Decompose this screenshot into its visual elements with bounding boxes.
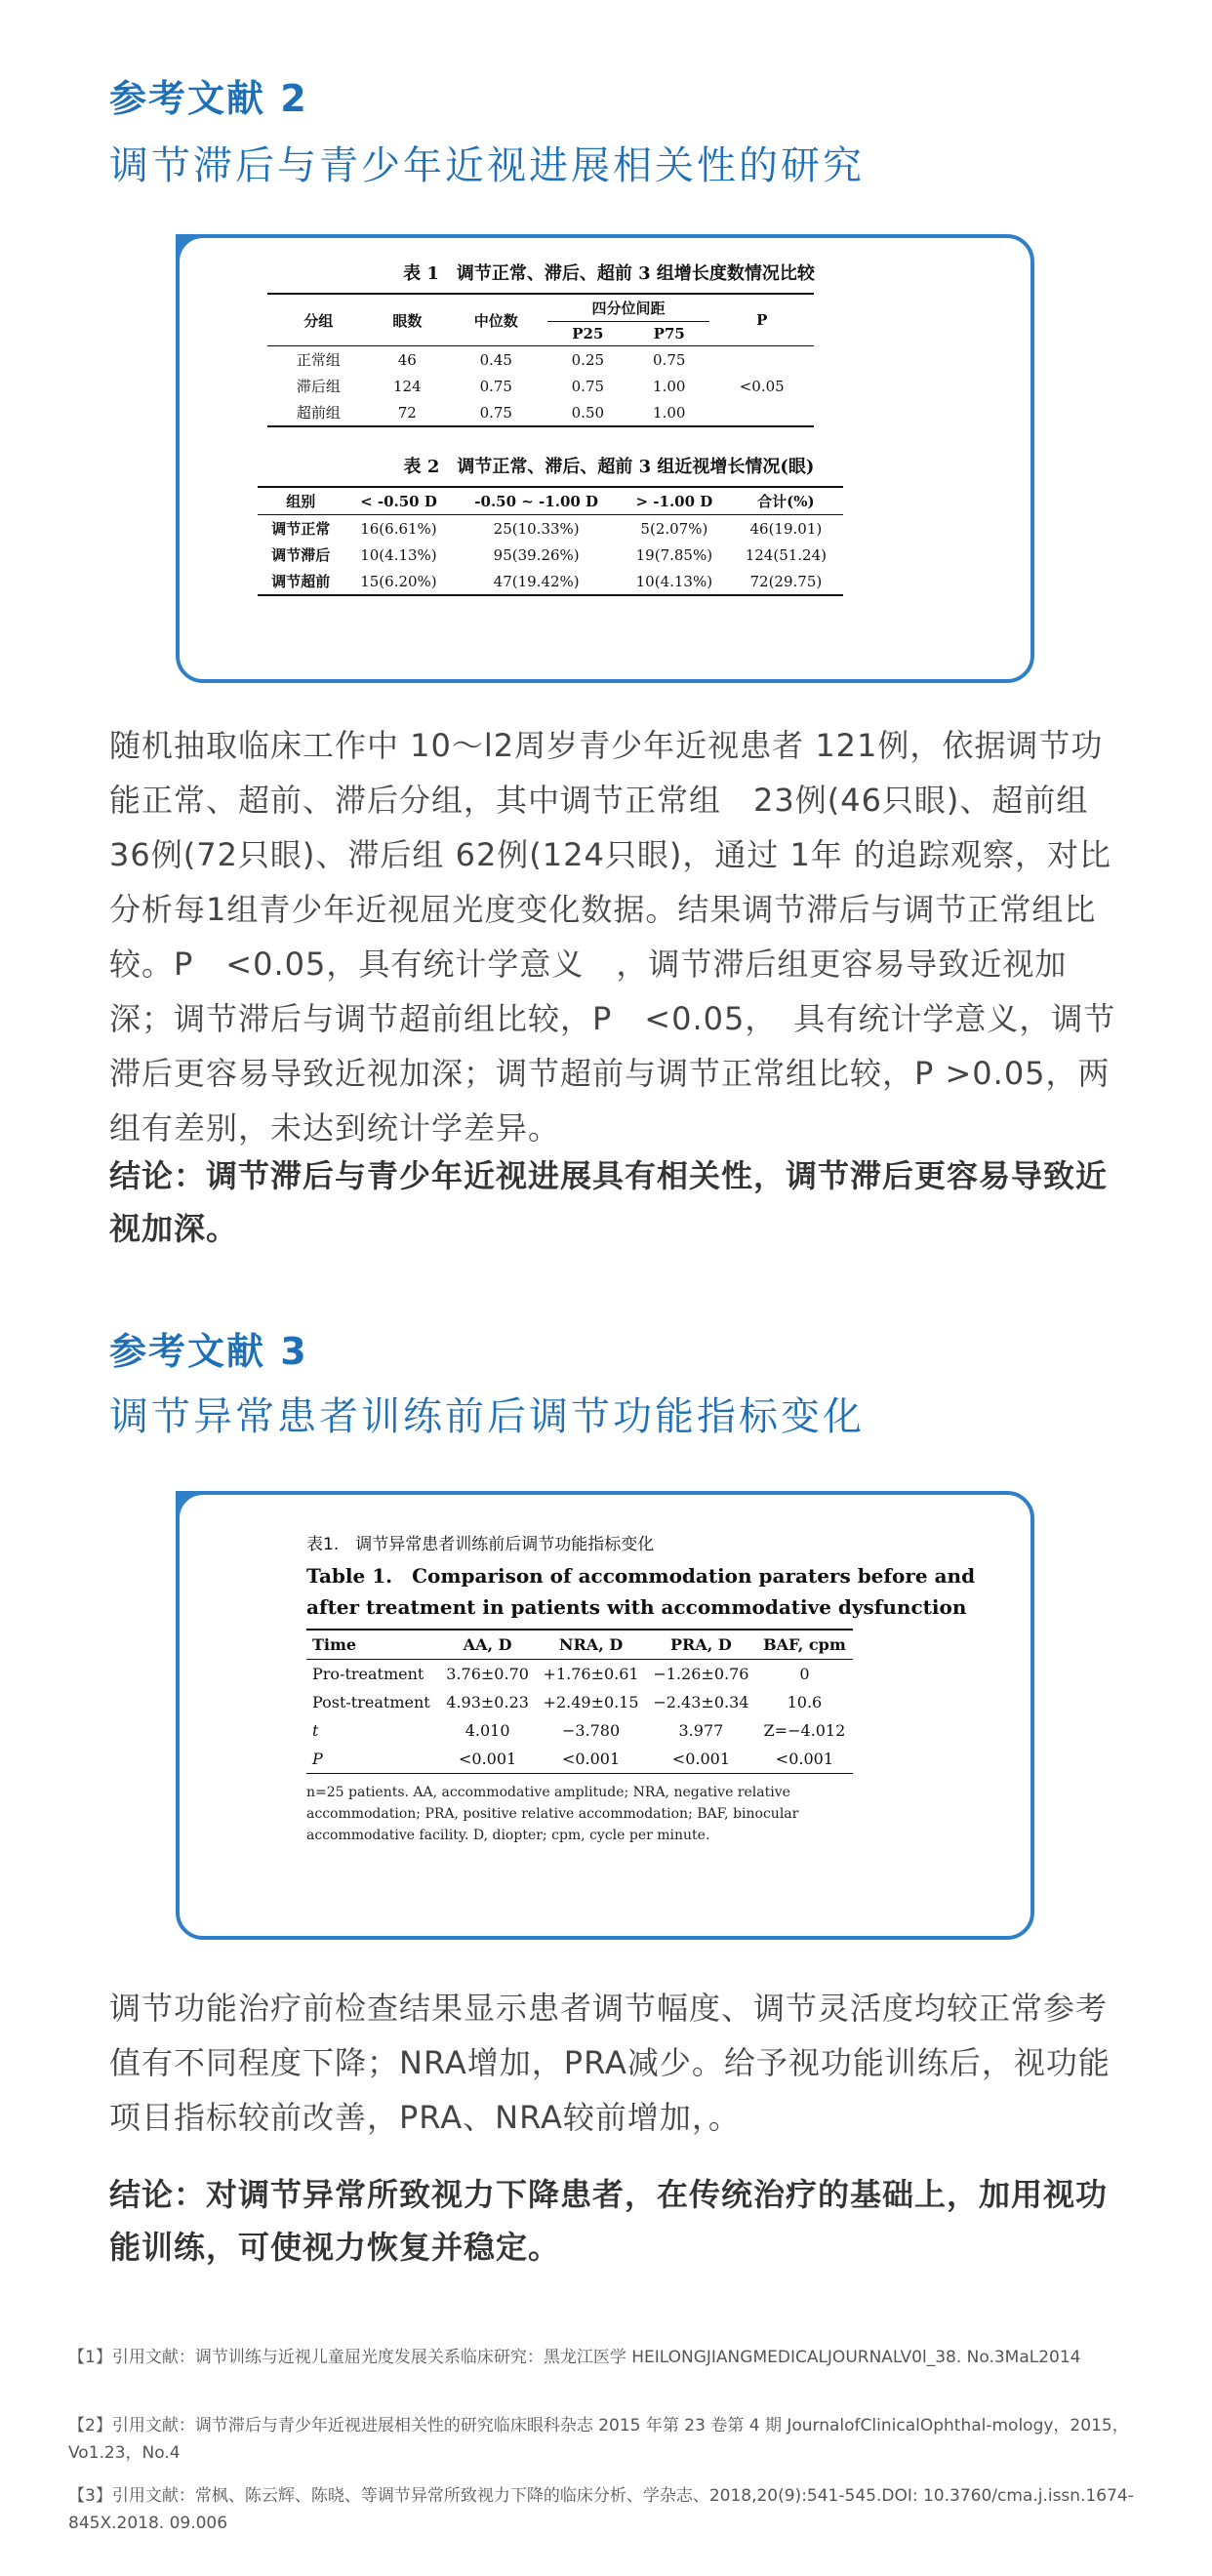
cell: 0.50 [571, 403, 605, 422]
cell: 10(4.13%) [635, 572, 713, 590]
reference-1: 【1】引用文献：调节训练与近视儿童屈光度发展关系临床研究：黑龙江医学 HEILONGJIANGMEDICALJOURNALV0l_38. No.3MaL2014 [68, 2348, 1081, 2367]
table3-caption-cn: 表1. 调节异常患者训练前后调节功能指标变化 [306, 1535, 655, 1554]
cell: 46 [397, 350, 417, 369]
cell: Z=−4.012 [763, 1721, 846, 1740]
cell: −1.26±0.76 [653, 1665, 749, 1683]
cell: 4.93±0.23 [446, 1693, 529, 1711]
cell: <0.001 [671, 1750, 731, 1768]
table1-caption: 表 1 调节正常、滞后、超前 3 组增长度数情况比较 [403, 263, 815, 284]
table2-header: 组别 [286, 493, 316, 510]
table-row [267, 373, 814, 399]
table-row [306, 1716, 853, 1745]
cell: 滞后组 [296, 378, 341, 395]
cell: 0.75 [479, 377, 512, 395]
cell: 10.6 [787, 1693, 823, 1711]
section2-paragraph: 随机抽取临床工作中 10～l2周岁青少年近视患者 121例，依据调节功能正常、超前、滞后分组，其中调节正常组 23例(46只眼)、超前组 36例(72只眼)、滞后组 62例(124只眼)，通过 1年 的追踪观察，对比分析每1组青少年近视屈光度变化数据。结果调节滞后与调节正常组比较。P <0.05，具有统计学意义 ，调节滞后组更容易导致近视加深；调节滞后与调节超前组比较，P <0.05， 具有统计学意义，调节滞后更容易导致近视加深；调节超前与调节正常组比较，P >0.05，两组有差别，未达到统计学差异。 [109, 727, 1121, 1147]
table3-header: PRA, D [670, 1635, 732, 1654]
table-row [267, 399, 814, 426]
table2-header: -0.50 ~ -1.00 D [474, 492, 599, 510]
cell: 72(29.75) [749, 572, 823, 590]
section3-title: 调节异常患者训练前后调节功能指标变化 [109, 1394, 865, 1439]
cell: <0.001 [458, 1750, 517, 1768]
cell: 19(7.85%) [635, 545, 713, 564]
cell: 10(4.13%) [360, 545, 437, 564]
cell [709, 399, 814, 426]
table1-header: 分组 [303, 311, 334, 330]
section3-paragraph: 调节功能治疗前检查结果显示患者调节幅度、调节灵活度均较正常参考值有不同程度下降；NRA增加，PRA减少。给予视功能训练后，视功能项目指标较前改善，PRA、NRA较前增加，。 [109, 1990, 1111, 2136]
cell [709, 346, 814, 374]
table-card-2 [176, 234, 1034, 683]
table3-header: Time [312, 1635, 357, 1654]
cell: 正常组 [296, 351, 341, 369]
table-row [306, 1745, 853, 1774]
cell: Post-treatment [312, 1693, 430, 1711]
section2-conclusion: 结论：调节滞后与青少年近视进展具有相关性，调节滞后更容易导致近视加深。 [109, 1157, 1109, 1247]
cell: 16(6.61%) [360, 519, 437, 538]
cell: 调节超前 [271, 573, 331, 590]
cell: 超前组 [296, 404, 341, 422]
cell: <0.001 [775, 1750, 834, 1768]
table2-header: > -1.00 D [635, 492, 713, 510]
cell: Pro-treatment [312, 1665, 424, 1683]
cell: 15(6.20%) [360, 572, 437, 590]
cell: t [312, 1721, 319, 1740]
cell: 0.75 [653, 350, 686, 369]
table1-header: P [756, 311, 768, 329]
table-row [258, 568, 843, 595]
table1-header: P25 [572, 325, 604, 342]
table-card-3 [176, 1491, 1034, 1940]
table-row [267, 346, 814, 374]
cell: 0.75 [479, 403, 512, 422]
cell: 124(51.24) [745, 545, 827, 564]
cell: 0.75 [571, 377, 605, 395]
cell: 0.45 [479, 350, 512, 369]
table-row [258, 515, 843, 543]
table2-header: 合计(%) [757, 493, 815, 510]
table3-header: NRA, D [558, 1635, 624, 1654]
cell: 47(19.42%) [493, 572, 580, 590]
table3-caption-en: Table 1. Comparison of accommodation paraters before and after treatment in patients with accommodative dysfunction [306, 1564, 976, 1619]
section3-conclusion: 结论：对调节异常所致视力下降患者，在传统治疗的基础上，加用视功能训练，可使视力恢复并稳定。 [109, 2176, 1109, 2266]
table1 [267, 293, 814, 427]
table-row [306, 1660, 853, 1689]
section2-label: 参考文献 2 [109, 77, 308, 120]
cell: −3.780 [561, 1721, 621, 1740]
section3-label: 参考文献 3 [109, 1330, 308, 1373]
cell: 1.00 [653, 377, 686, 395]
reference-2: 【2】引用文献：调节滞后与青少年近视进展相关性的研究临床眼科杂志 2015 年第 23 卷第 4 期 JournalofClinicalOphthal-mology，2015，Vo1.23，No.4 [68, 2416, 1129, 2463]
table2-caption: 表 2 调节正常、滞后、超前 3 组近视增长情况(眼) [403, 457, 815, 477]
cell: −2.43±0.34 [653, 1693, 749, 1711]
table3-header: BAF, cpm [763, 1635, 846, 1654]
cell: P [312, 1750, 323, 1768]
table-row [306, 1688, 853, 1716]
table3-note: n=25 patients. AA, accommodative amplitude; NRA, negative relative accommodation; PRA, positive relative accommodation; BAF, binocular accommodative facility. D, diopter; cpm, cycle per minute. [306, 1785, 799, 1843]
cell: 0.25 [571, 350, 605, 369]
table1-header: P75 [653, 325, 685, 342]
reference-3: 【3】引用文献：常枫、陈云辉、陈晓、等调节异常所致视力下降的临床分析、学杂志、2018,20(9):541-545.DOI: 10.3760/cma.j.issn.1674-845X.2018. 09.006 [68, 2486, 1134, 2533]
cell: 124 [393, 377, 422, 395]
table1-header: 四分位间距 [547, 294, 710, 322]
table2 [258, 486, 843, 596]
cell: 1.00 [653, 403, 686, 422]
cell: 0 [799, 1665, 810, 1683]
table3-header: AA, D [463, 1635, 512, 1654]
cell: <0.05 [739, 377, 785, 395]
table1-header: 眼数 [392, 311, 423, 330]
cell: 72 [397, 403, 417, 422]
cell: 25(10.33%) [493, 519, 580, 538]
cell: 3.76±0.70 [446, 1665, 529, 1683]
cell: 3.977 [678, 1721, 724, 1740]
cell: 95(39.26%) [493, 545, 580, 564]
cell: 调节正常 [271, 520, 331, 538]
cell: +1.76±0.61 [543, 1665, 639, 1683]
table2-header: < -0.50 D [360, 492, 437, 510]
cell: 46(19.01) [749, 519, 823, 538]
table-row [258, 542, 843, 568]
table1-header: 中位数 [473, 311, 518, 330]
table3 [306, 1629, 853, 1774]
section2-title: 调节滞后与青少年近视进展相关性的研究 [109, 143, 865, 188]
cell: 5(2.07%) [640, 519, 708, 538]
cell: 调节滞后 [271, 546, 331, 564]
cell: <0.001 [561, 1750, 621, 1768]
cell: 4.010 [465, 1721, 510, 1740]
cell: +2.49±0.15 [543, 1693, 639, 1711]
